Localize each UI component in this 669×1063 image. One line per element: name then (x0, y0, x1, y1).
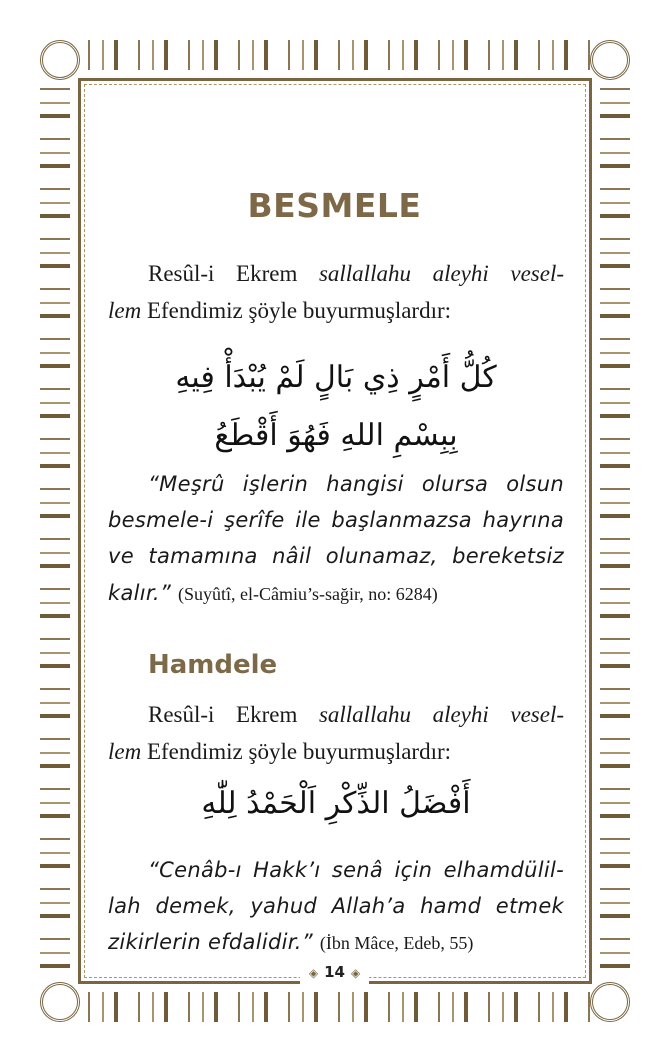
quote-line: lah demek, yahud Allah’a hamd etmek (108, 894, 564, 918)
intro-line: Resûl-i Ekrem sallallahu aleyhi vesel- (148, 702, 564, 727)
corner-ornament-icon (590, 40, 630, 80)
source-citation: (Suyûtî, el-Câmiu’s-sağir, no: 6284) (178, 584, 438, 604)
corner-ornament-icon (40, 982, 80, 1022)
diamond-ornament-icon: ◈ (350, 966, 361, 980)
source-citation: (İbn Mâce, Edeb, 55) (319, 933, 474, 953)
quote-line: “Meşrû işlerin hangisi olursa olsun (148, 472, 564, 496)
page-number: ◈ 14 ◈ (308, 963, 361, 981)
quote-line: besmele-i şerîfe ile başlanmazsa hayrına (108, 508, 564, 532)
intro-line: lem Efendimiz şöyle buyurmuşlardır: (108, 739, 452, 764)
arabic-text: أَفْضَلُ الذِّكْرِ اَلْحَمْدُ لِلّٰهِ (201, 786, 471, 821)
intro-line: Resûl-i Ekrem sallallahu aleyhi vesel- (148, 261, 564, 286)
quote-line: “Cenâb-ı Hakk’ı senâ için elhamdülil- (148, 858, 564, 882)
border-bottom (80, 992, 590, 1022)
corner-ornament-icon (40, 40, 80, 80)
page-title: BESMELE (247, 186, 422, 225)
diamond-ornament-icon: ◈ (308, 966, 319, 980)
quote-line: kalır.” (Suyûtî, el-Câmiu’s-sağir, no: 6284) (108, 581, 438, 605)
section-heading: Hamdele (148, 650, 278, 680)
arabic-text: بِبِسْمِ اللهِ فَهُوَ أَقْطَعُ (214, 418, 458, 453)
quote-line: zikirlerin efdalidir.” (İbn Mâce, Edeb, 55) (108, 930, 474, 954)
arabic-text: كُلُّ أَمْرٍ ذِي بَالٍ لَمْ يُبْدَأْ فِيهِ (175, 360, 497, 395)
intro-line: lem Efendimiz şöyle buyurmuşlardır: (108, 298, 452, 323)
corner-ornament-icon (590, 982, 630, 1022)
border-top (80, 40, 590, 70)
quote-line: ve tamamına nâil olunamaz, bereketsiz (108, 544, 564, 568)
